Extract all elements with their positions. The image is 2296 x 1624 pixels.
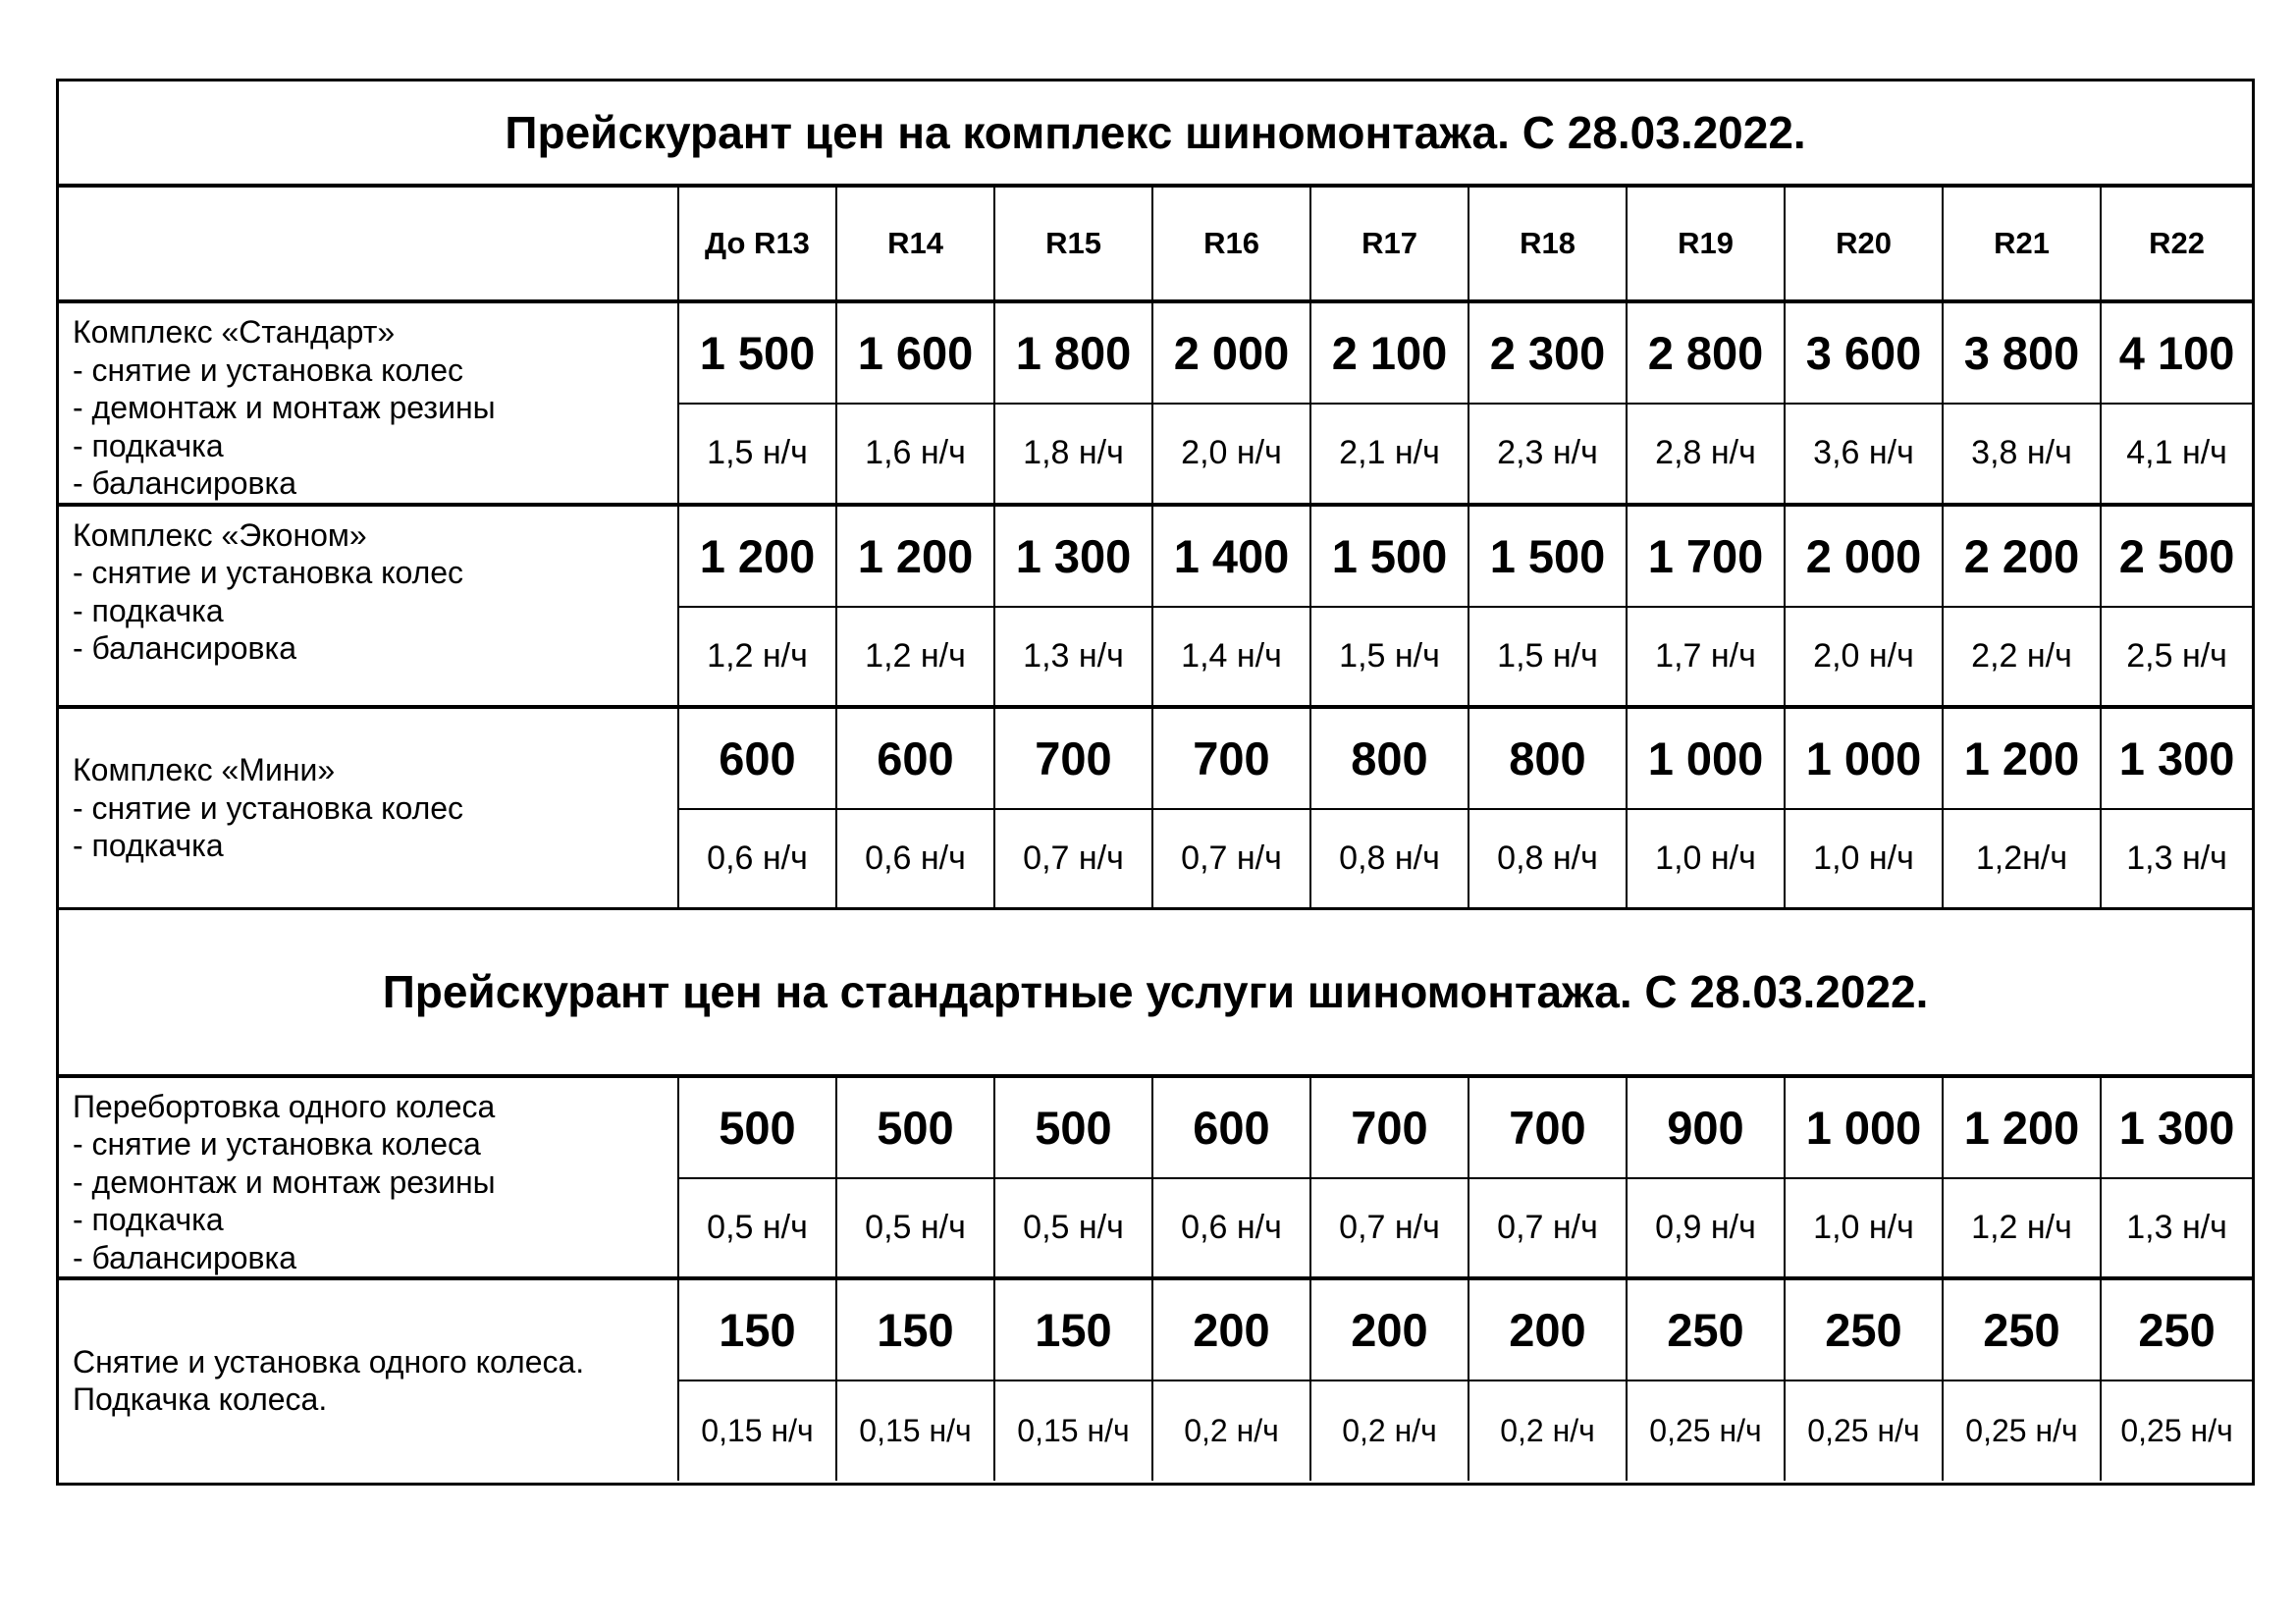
norm-hours-value: 0,2 н/ч	[1468, 1380, 1627, 1481]
norm-hours-value: 0,15 н/ч	[836, 1380, 994, 1481]
norm-hours-value: 1,2 н/ч	[1943, 1178, 2101, 1278]
service-name: Снятие и установка одного колеса.	[73, 1343, 585, 1380]
norm-hours-value: 0,7 н/ч	[1310, 1178, 1468, 1278]
price-row	[59, 301, 2252, 404]
norm-hours-value: 1,5 н/ч	[1468, 607, 1627, 707]
price-value: 250	[1627, 1278, 1785, 1380]
price-value: 1 500	[678, 301, 836, 404]
price-value: 1 500	[1310, 505, 1468, 607]
norm-hours-value: 0,8 н/ч	[1468, 809, 1627, 909]
norm-hours-value: 1,8 н/ч	[994, 404, 1152, 504]
norm-hours-value: 2,8 н/ч	[1627, 404, 1785, 504]
price-value: 2 000	[1152, 301, 1310, 404]
service-description	[59, 1076, 678, 1279]
norm-hours-value: 0,5 н/ч	[836, 1178, 994, 1278]
norm-hours-value: 2,0 н/ч	[1152, 404, 1310, 504]
norm-hours-value: 1,5 н/ч	[1310, 607, 1468, 707]
service-item: - балансировка	[73, 465, 297, 501]
price-value: 600	[836, 707, 994, 809]
price-value: 200	[1310, 1278, 1468, 1380]
service-item: - подкачка	[73, 427, 224, 463]
price-value: 1 300	[2101, 1076, 2252, 1178]
service-description	[59, 1278, 678, 1481]
price-value: 150	[678, 1278, 836, 1380]
norm-hours-value: 0,7 н/ч	[1468, 1178, 1627, 1278]
norm-hours-value: 1,4 н/ч	[1152, 607, 1310, 707]
price-value: 150	[994, 1278, 1152, 1380]
service-item: - снятие и установка колес	[73, 352, 464, 388]
norm-hours-value: 1,3 н/ч	[994, 607, 1152, 707]
norm-hours-value: 0,2 н/ч	[1152, 1380, 1310, 1481]
service-item: - подкачка	[73, 592, 224, 628]
price-value: 250	[2101, 1278, 2252, 1380]
norm-hours-value: 2,1 н/ч	[1310, 404, 1468, 504]
norm-hours-value: 4,1 н/ч	[2101, 404, 2252, 504]
norm-hours-value: 1,5 н/ч	[678, 404, 836, 504]
price-value: 1 200	[1943, 707, 2101, 809]
column-header-r22: R22	[2101, 186, 2252, 301]
section-title-standard: Прейскурант цен на стандартные услуги шиномонтажа. С 28.03.2022.	[59, 909, 2252, 1076]
price-value: 2 800	[1627, 301, 1785, 404]
norm-hours-value: 1,3 н/ч	[2101, 809, 2252, 909]
column-header-r17: R17	[1310, 186, 1468, 301]
service-description	[59, 707, 678, 909]
price-value: 200	[1152, 1278, 1310, 1380]
service-item: - подкачка	[73, 828, 224, 863]
price-row	[59, 1076, 2252, 1178]
service-item: - снятие и установка колес	[73, 789, 464, 826]
header-empty-cell	[59, 186, 678, 301]
service-name: Комплекс «Мини»	[73, 752, 336, 787]
service-item: - снятие и установка колес	[73, 555, 464, 590]
column-header-row	[59, 186, 2252, 301]
norm-hours-value: 1,0 н/ч	[1785, 1178, 1943, 1278]
price-value: 1 000	[1785, 707, 1943, 809]
price-value: 1 500	[1468, 505, 1627, 607]
price-value: 700	[1310, 1076, 1468, 1178]
norm-hours-value: 2,3 н/ч	[1468, 404, 1627, 504]
service-item: - снятие и установка колеса	[73, 1126, 481, 1162]
service-name: Перебортовка одного колеса	[73, 1088, 496, 1124]
service-name: Комплекс «Эконом»	[73, 516, 367, 553]
price-value: 200	[1468, 1278, 1627, 1380]
price-value: 250	[1785, 1278, 1943, 1380]
price-value: 600	[1152, 1076, 1310, 1178]
norm-hours-value: 2,0 н/ч	[1785, 607, 1943, 707]
price-value: 1 200	[836, 505, 994, 607]
price-value: 3 600	[1785, 301, 1943, 404]
price-list-sheet	[56, 79, 2255, 1486]
price-value: 800	[1310, 707, 1468, 809]
service-item: - балансировка	[73, 1239, 297, 1275]
price-value: 1 200	[678, 505, 836, 607]
norm-hours-value: 0,6 н/ч	[836, 809, 994, 909]
price-row	[59, 505, 2252, 607]
service-item: - подкачка	[73, 1202, 224, 1237]
norm-hours-value: 1,6 н/ч	[836, 404, 994, 504]
norm-hours-value: 1,3 н/ч	[2101, 1178, 2252, 1278]
price-value: 500	[836, 1076, 994, 1178]
norm-hours-value: 1,2 н/ч	[678, 607, 836, 707]
column-header-r14: R14	[836, 186, 994, 301]
norm-hours-value: 1,0 н/ч	[1785, 809, 1943, 909]
price-value: 500	[678, 1076, 836, 1178]
price-value: 700	[1152, 707, 1310, 809]
price-value: 250	[1943, 1278, 2101, 1380]
norm-hours-value: 0,6 н/ч	[678, 809, 836, 909]
price-row	[59, 707, 2252, 809]
price-value: 1 000	[1785, 1076, 1943, 1178]
norm-hours-value: 0,6 н/ч	[1152, 1178, 1310, 1278]
price-value: 600	[678, 707, 836, 809]
service-item: - балансировка	[73, 630, 297, 666]
norm-hours-value: 1,2н/ч	[1943, 809, 2101, 909]
price-value: 700	[1468, 1076, 1627, 1178]
price-value: 4 100	[2101, 301, 2252, 404]
column-header-r15: R15	[994, 186, 1152, 301]
norm-hours-value: 0,5 н/ч	[678, 1178, 836, 1278]
column-header-до-r13: До R13	[678, 186, 836, 301]
price-value: 900	[1627, 1076, 1785, 1178]
column-header-r20: R20	[1785, 186, 1943, 301]
norm-hours-value: 1,7 н/ч	[1627, 607, 1785, 707]
price-table	[59, 81, 2252, 1481]
price-value: 800	[1468, 707, 1627, 809]
norm-hours-value: 3,6 н/ч	[1785, 404, 1943, 504]
column-header-r16: R16	[1152, 186, 1310, 301]
price-value: 500	[994, 1076, 1152, 1178]
service-name: Комплекс «Стандарт»	[73, 314, 396, 350]
norm-hours-value: 3,8 н/ч	[1943, 404, 2101, 504]
price-value: 1 200	[1943, 1076, 2101, 1178]
column-header-r19: R19	[1627, 186, 1785, 301]
price-row	[59, 1278, 2252, 1380]
section-title-complex: Прейскурант цен на комплекс шиномонтажа. С 28.03.2022.	[59, 81, 2252, 186]
norm-hours-value: 0,25 н/ч	[1785, 1380, 1943, 1481]
norm-hours-value: 0,15 н/ч	[678, 1380, 836, 1481]
column-header-r21: R21	[1943, 186, 2101, 301]
price-value: 2 300	[1468, 301, 1627, 404]
norm-hours-value: 1,0 н/ч	[1627, 809, 1785, 909]
price-value: 1 700	[1627, 505, 1785, 607]
service-item: - демонтаж и монтаж резины	[73, 1164, 496, 1200]
norm-hours-value: 0,8 н/ч	[1310, 809, 1468, 909]
price-table-body	[59, 81, 2252, 1481]
norm-hours-value: 0,5 н/ч	[994, 1178, 1152, 1278]
price-value: 1 300	[994, 505, 1152, 607]
norm-hours-value: 0,25 н/ч	[1627, 1380, 1785, 1481]
norm-hours-value: 2,5 н/ч	[2101, 607, 2252, 707]
norm-hours-value: 0,9 н/ч	[1627, 1178, 1785, 1278]
price-value: 1 300	[2101, 707, 2252, 809]
norm-hours-value: 0,25 н/ч	[2101, 1380, 2252, 1481]
norm-hours-value: 0,7 н/ч	[1152, 809, 1310, 909]
price-value: 2 200	[1943, 505, 2101, 607]
service-description	[59, 301, 678, 505]
column-header-r18: R18	[1468, 186, 1627, 301]
norm-hours-value: 0,15 н/ч	[994, 1380, 1152, 1481]
norm-hours-value: 0,7 н/ч	[994, 809, 1152, 909]
price-value: 3 800	[1943, 301, 2101, 404]
price-value: 1 800	[994, 301, 1152, 404]
price-value: 1 400	[1152, 505, 1310, 607]
norm-hours-value: 0,25 н/ч	[1943, 1380, 2101, 1481]
price-value: 2 500	[2101, 505, 2252, 607]
norm-hours-value: 2,2 н/ч	[1943, 607, 2101, 707]
norm-hours-value: 0,2 н/ч	[1310, 1380, 1468, 1481]
price-value: 2 000	[1785, 505, 1943, 607]
service-item: Подкачка колеса.	[73, 1381, 328, 1417]
price-value: 150	[836, 1278, 994, 1380]
service-item: - демонтаж и монтаж резины	[73, 390, 496, 425]
price-value: 1 000	[1627, 707, 1785, 809]
norm-hours-value: 1,2 н/ч	[836, 607, 994, 707]
price-value: 700	[994, 707, 1152, 809]
price-value: 1 600	[836, 301, 994, 404]
service-description	[59, 505, 678, 707]
price-value: 2 100	[1310, 301, 1468, 404]
